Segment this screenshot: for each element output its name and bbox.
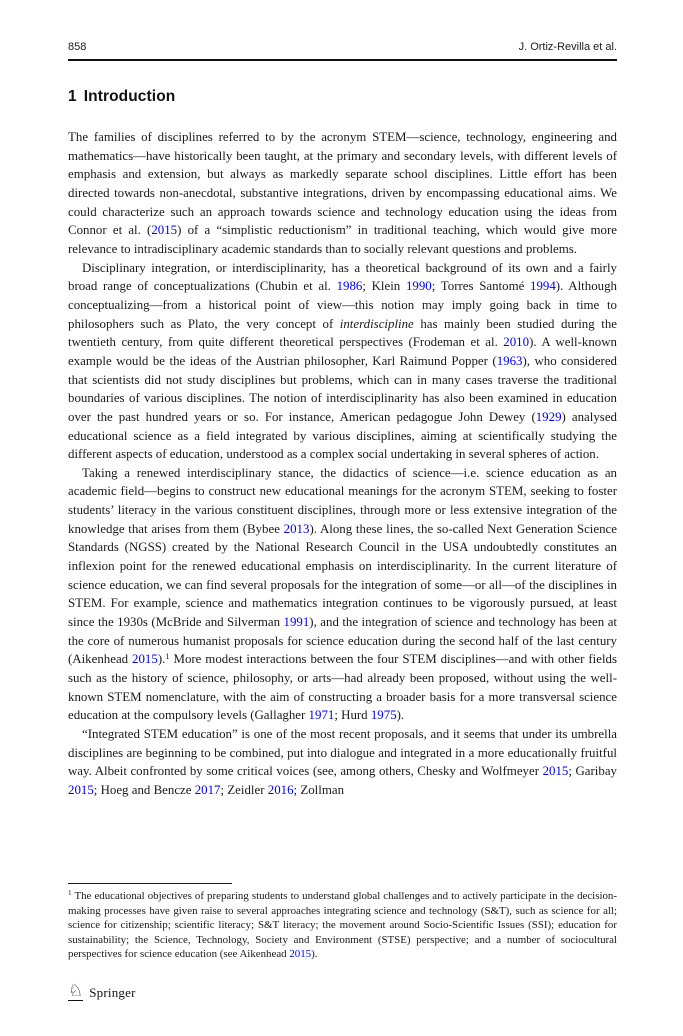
text-segment: ). (396, 708, 405, 723)
citation-link[interactable]: 1975 (370, 708, 397, 723)
citation-link[interactable]: 1986 (336, 279, 363, 294)
section-number: 1 (68, 88, 77, 105)
text-segment: ; Zollman (293, 782, 345, 797)
text-segment: ; Hurd (334, 708, 371, 723)
citation-link[interactable]: 2016 (267, 782, 294, 797)
citation-link[interactable]: 1963 (496, 353, 523, 368)
citation-link[interactable]: 1929 (535, 409, 562, 424)
text-segment: interdiscipline (339, 316, 414, 331)
publisher-footer (68, 983, 136, 1001)
citation-link[interactable]: 1971 (308, 708, 335, 723)
paragraph-1 (68, 128, 617, 259)
section-heading (68, 88, 175, 106)
text-segment: ; Torres Santomé (431, 279, 531, 294)
text-segment: has mainly been studied during the twentieth century, from quite different theoretical perspectives (Frodeman et al. (68, 316, 617, 350)
citation-link[interactable]: 1991 (283, 615, 310, 630)
text-segment: Disciplinary integration, or interdisciplinarity, has a theoretical background of its own and a fairly broad range of conceptualizations (Chubin et al. (68, 260, 617, 294)
paragraph-4 (68, 725, 617, 800)
text-segment: More modest interactions between the four STEM disciplines—and with other fields such as the history of science, philosophy, or arts—had already been proposed, without using the well-known STEM nomenclature, with the aim of constructing a broader basis for a more transversal science education at the compulsory levels (Gallagher (68, 652, 617, 723)
footnote-separator (68, 883, 232, 884)
page-number: 858 (68, 41, 87, 53)
citation-link[interactable]: 1990 (405, 279, 432, 294)
text-segment: ). Along these lines, the so-called Next Generation Science Standards (NGSS) created by the National Research Council in the USA undoubtedly constitutes an inflexion point for the renewed educational emphasis on interdisciplinarity. In the current literature of science education, we can find several proposals for the integration of some—or all—of the disciplines in STEM. For example, science and mathematics integration continues to be vigorously pursued, at least since the 1930s (McBride and Silverman (68, 521, 618, 630)
citation-link[interactable]: 2015 (132, 652, 158, 667)
footnote-area (68, 883, 617, 962)
text-segment: ), who considered that scientists did not study disciplines but problems, which can in many cases traverse the traditional boundaries of various disciplines. The notion of interdisciplinarity has also been examined in education over the past hundred years or so. For instance, American pedagogue John Dewey ( (68, 353, 618, 424)
text-segment: ) analysed educational science as a field integrated by various disciplines, aiming at scientifically studying the different aspects of education, understood as a complex social undertaking in several spheres of action. (68, 409, 617, 462)
text-segment: The families of disciplines referred to by the acronym STEM—science, technology, engineering and mathematics—have historically been taught, at the primary and secondary levels, with different levels of emphasis and extension, but always as markedly separate school disciplines. Little effort has been directed towards non-anecdotal, substantive integrations, driven by encompassing educational aims. We could characterize such an approach towards science and technology education using the ideas from Connor et al. ( (68, 130, 617, 238)
citation-link[interactable]: 2015 (542, 764, 569, 779)
footnote-marker: 1 (165, 651, 170, 662)
section-title: Introduction (83, 88, 176, 105)
text-segment: ). (157, 652, 166, 667)
text-segment: ; Zeidler (220, 782, 268, 797)
running-title: J. Ortiz-Revilla et al. (518, 41, 617, 53)
text-segment: ; Hoeg and Bencze (93, 782, 195, 797)
citation-link[interactable]: 2015 (289, 948, 312, 960)
citation-link[interactable]: 2015 (151, 223, 178, 238)
running-head (68, 41, 617, 53)
citation-link[interactable]: 2010 (503, 335, 530, 350)
publisher-name: Springer (89, 985, 136, 1001)
text-segment: ; Klein (362, 279, 406, 294)
paragraph-3 (68, 464, 617, 725)
citation-link[interactable]: 2013 (283, 521, 310, 536)
text-segment: ). A well-known example would be the ideas of the Austrian philosopher, Karl Raimund Popper ( (68, 335, 617, 368)
text-segment: ). Although conceptualizing—from a historical point of view—this notion may imply going back in time to philosophers such as Plato, the very concept of (68, 279, 617, 331)
paragraph-2 (68, 259, 617, 464)
text-segment: ), and the integration of science and technology has been at the core of numerous humanist proposals for science education during the second half of the last century (Aikenhead (68, 615, 617, 667)
text-segment: ; Garibay (568, 764, 617, 779)
citation-link[interactable]: 2015 (68, 782, 94, 797)
text-segment: The educational objectives of preparing students to understand global challenges and to actively participate in the decision-making processes have given raise to several approaches integrating science and technology (S&T), such as science for all; science for citizenship; scientific literacy; S&T literacy; the movement around Socio-Scientific Issues (SSI); education for sustainability; the Science, Technology, Society and Environment (STSE) perspective; and a number of sociocultural perspectives for science education (see Aikenhead (68, 890, 617, 960)
footnote-text (68, 889, 617, 962)
springer-horse-icon: ♘ (68, 981, 84, 1000)
text-segment: “Integrated STEM education” is one of the most recent proposals, and it seems that under its umbrella disciplines are beginning to be combined, put into dialogue and integrated in a more educationally fruitful way. Albeit confronted by some critical voices (see, among others, Chesky and Wolfmeyer (68, 727, 617, 779)
text-segment: Taking a renewed interdisciplinary stance, the didactics of science—i.e. science education as an academic field—begins to construct new educational meanings for the acronym STEM, seeking to foster students’ literacy in the various constituent disciplines, through more or less extensive integration of the knowledge that arises from them (Bybee (68, 465, 617, 536)
text-segment: ). (311, 948, 318, 960)
text-segment: ) of a “simplistic reductionism” in traditional teaching, which would give more relevance to intradisciplinary academic standards than to socially relevant questions and problems. (68, 223, 617, 256)
citation-link[interactable]: 1994 (530, 279, 556, 294)
header-rule (68, 59, 617, 61)
footnote-marker: 1 (68, 889, 72, 898)
article-body (68, 128, 617, 800)
citation-link[interactable]: 2017 (194, 782, 221, 797)
